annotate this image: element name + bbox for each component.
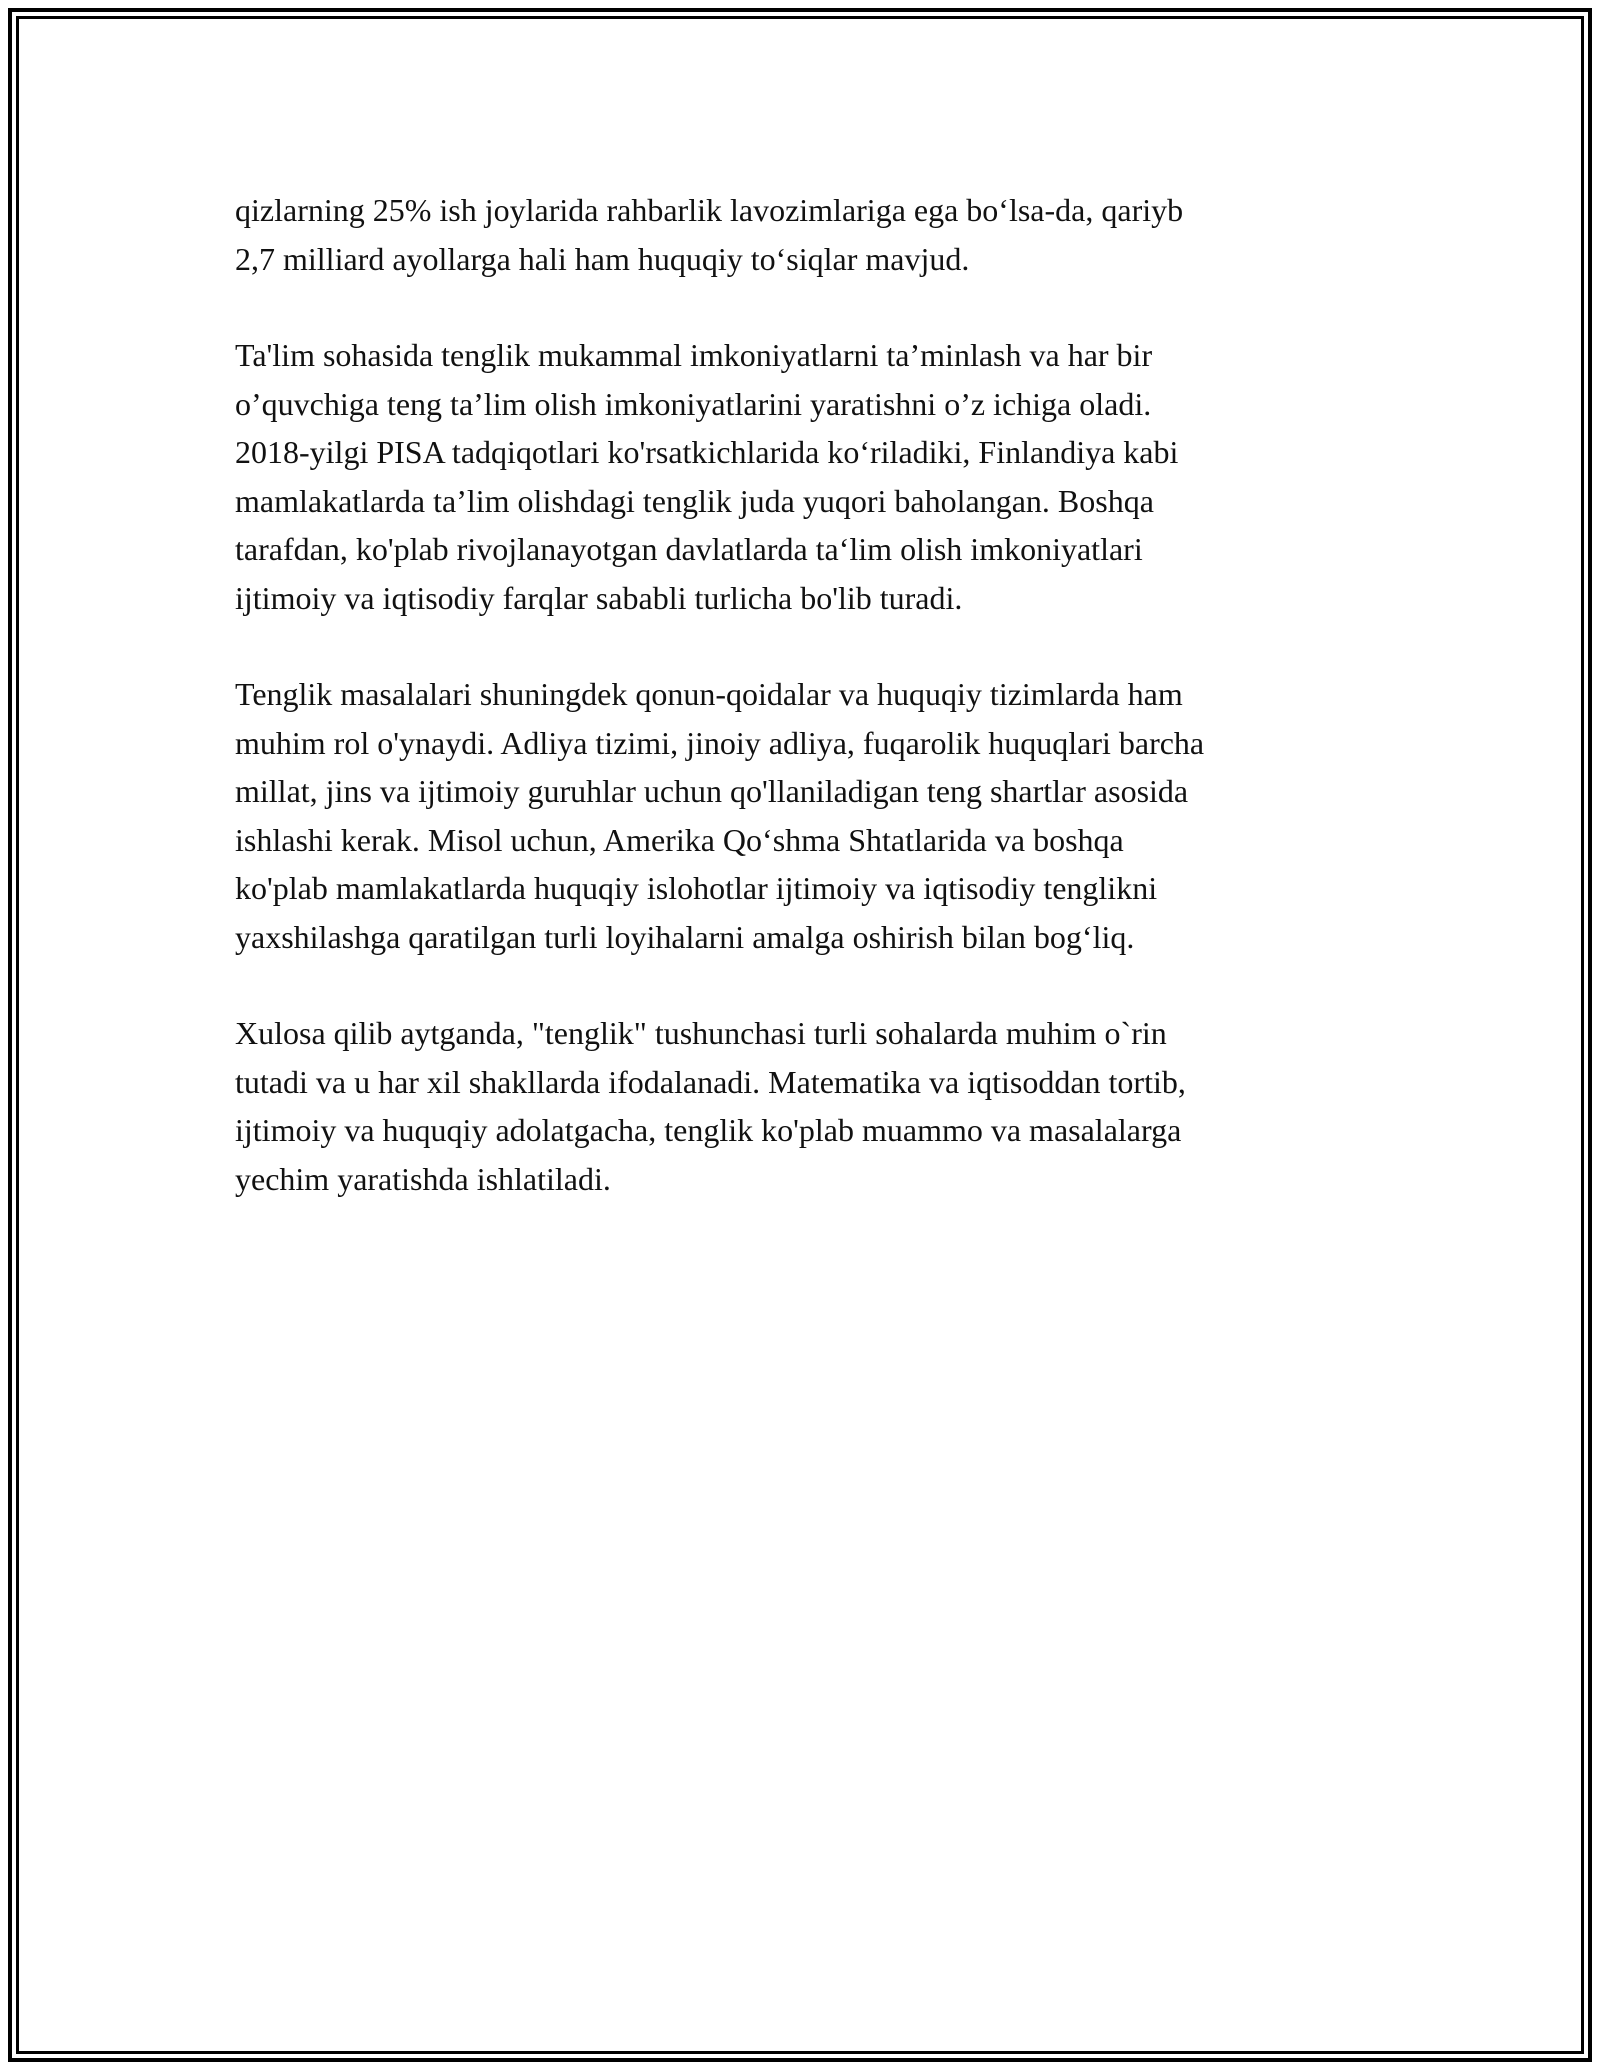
paragraph-education-equality [235,331,1365,622]
text-line: Tenglik masalalari shuningdek qonun-qoidalar va huquqiy tizimlarda ham [235,676,1183,712]
text-line: tarafdan, ko'plab rivojlanayotgan davlatlarda ta‘lim olish imkoniyatlari [235,531,1143,567]
text-line: o’quvchiga teng ta’lim olish imkoniyatlarini yaratishni o’z ichiga oladi. [235,385,1152,422]
document-body [235,186,1365,1251]
text-line: 2018-yilgi PISA tadqiqotlari ko'rsatkichlarida ko‘riladiki, Finlandiya kabi [235,434,1179,470]
text-line: qizlarning 25% ish joylarida rahbarlik lavozimlariga ega bo‘lsa-da, qariyb [235,192,1184,228]
paragraph-gender-leadership [235,186,1365,283]
paragraph-conclusion [235,1009,1365,1203]
text-line: ko'plab mamlakatlarda huquqiy islohotlar ijtimoiy va iqtisodiy tenglikni [235,870,1158,906]
text-line: 2,7 milliard ayollarga hali ham huquqiy to‘siqlar mavjud. [235,240,970,277]
paragraph-legal-equality [235,670,1365,961]
text-line: ijtimoiy va huquqiy adolatgacha, tenglik ko'plab muammo va masalalarga [235,1112,1182,1148]
text-line: tutadi va u har xil shakllarda ifodalanadi. Matematika va iqtisoddan tortib, [235,1063,1186,1100]
text-line: ishlashi kerak. Misol uchun, Amerika Qo‘shma Shtatlarida va boshqa [235,821,1124,858]
text-line: yechim yaratishda ishlatiladi. [235,1160,611,1197]
text-line: yaxshilashga qaratilgan turli loyihalarni amalga oshirish bilan bog‘liq. [235,918,1135,955]
text-line: millat, jins va ijtimoiy guruhlar uchun qo'llaniladigan teng shartlar asosida [235,773,1189,809]
text-line: Ta'lim sohasida tenglik mukammal imkoniyatlarni ta’minlash va har bir [235,337,1153,373]
text-line: Xulosa qilib aytganda, "tenglik" tushunchasi turli sohalarda muhim o`rin [235,1015,1167,1051]
text-line: mamlakatlarda ta’lim olishdagi tenglik juda yuqori baholangan. Boshqa [235,482,1154,519]
text-line: ijtimoiy va iqtisodiy farqlar sababli turlicha bo'lib turadi. [235,579,963,616]
text-line: muhim rol o'ynaydi. Adliya tizimi, jinoiy adliya, fuqarolik huquqlari barcha [235,724,1205,761]
